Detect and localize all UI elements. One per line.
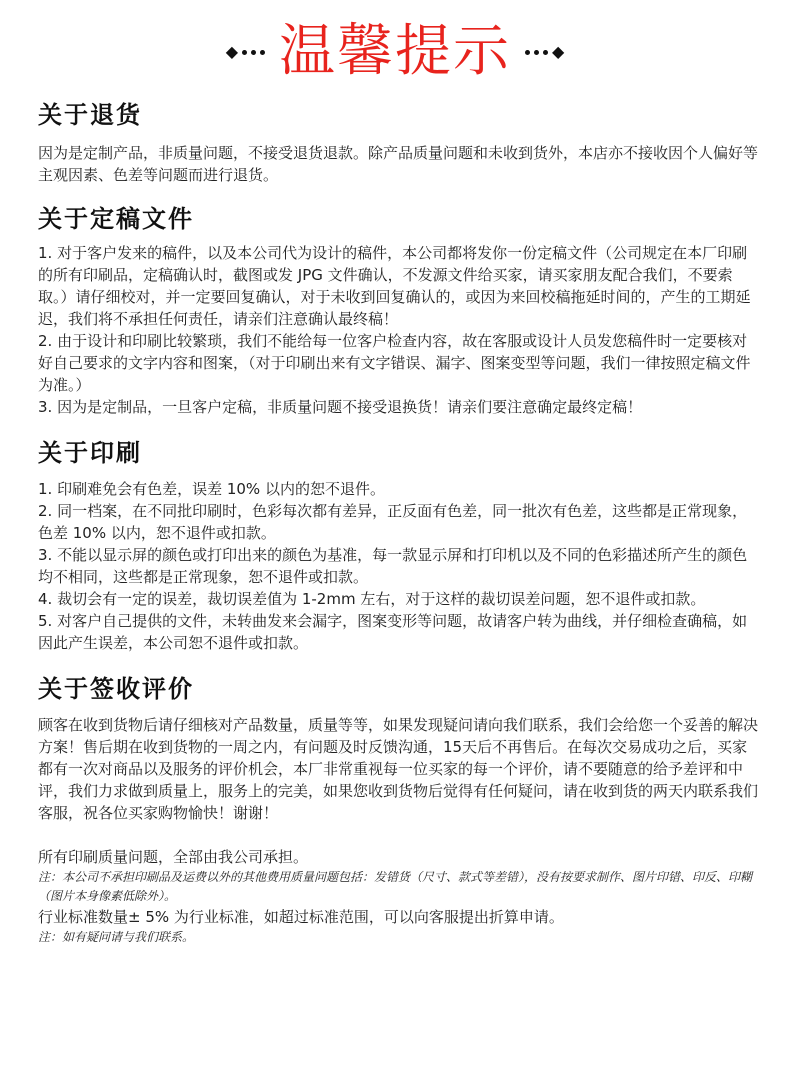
right-diamond-icon: ◆ — [552, 42, 565, 61]
section-final-draft — [38, 198, 758, 418]
section-heading: 关于签收评价 — [38, 675, 194, 703]
paragraph: 顾客在收到货物后请仔细核对产品数量，质量等等，如果发现疑问请向我们联系，我们会给您一个妥善的解决方案！售后期在收到货物的一周之内，有问题及时反馈沟通，15天后不再售后。在每次交易成功之后，买家都有一次对商品以及服务的评价机会，本厂非常重视每一位买家的每一个评价，请不要随意的给予差评和中评，我们力求做到质量上，服务上的完美，如果您收到货物后觉得有任何疑问，请在收到货的两天内联系我们客服，祝各位买家购物愉快！谢谢！ — [38, 716, 759, 822]
paragraph: 因为是定制产品，非质量问题，不接受退货退款。除产品质量问题和未收到货外，本店亦不接收因个人偏好等主观因素、色差等问题而进行退货。 — [38, 144, 759, 184]
left-ornament — [226, 44, 265, 60]
footer-statement: 所有印刷质量问题，全部由我公司承担。 — [38, 848, 309, 866]
footer-note: 注：如有疑问请与我们联系。 — [38, 930, 195, 944]
paragraph: 1. 对于客户发来的稿件，以及本公司代为设计的稿件，本公司都将发你一份定稿文件（公司规定在本厂印刷的所有印刷品，定稿确认时，截图或发 JPG 文件确认，不发源文件给买家，请买家朋友配合我们，不要索取。）请仔细校对，并一定要回复确认，对于未收到回复确认的，或因为来回校稿拖延时间的，产生的工期延迟，我们将不承担任何责任，请亲们注意确认最终稿！ — [38, 244, 751, 328]
paragraph: 3. 因为是定制品，一旦客户定稿，非质量问题不接受退换货！请亲们要注意确定最终定稿！ — [38, 398, 643, 416]
paragraph: 3. 不能以显示屏的颜色或打印出来的颜色为基准，每一款显示屏和打印机以及不同的色彩描述所产生的颜色均不相同，这些都是正常现象，恕不退件或扣款。 — [38, 546, 748, 586]
dot-icon — [242, 50, 247, 55]
dot-icon — [525, 50, 530, 55]
dot-icon — [251, 50, 256, 55]
dot-icon — [543, 50, 548, 55]
section-heading: 关于退货 — [38, 101, 142, 129]
footer-note: 注：本公司不承担印刷品及运费以外的其他费用质量问题包括：发错货（尺寸、款式等差错），没有按要求制作、图片印错、印反、印糊（图片本身像素低除外）。 — [38, 870, 753, 903]
footer-notes — [38, 846, 758, 947]
paragraph: 1. 印刷难免会有色差，误差 10% 以内的恕不退件。 — [38, 480, 385, 498]
dot-icon — [534, 50, 539, 55]
right-ornament — [525, 44, 564, 60]
page-title: 温馨提示 — [279, 19, 511, 84]
content-body — [38, 92, 758, 947]
paragraph: 4. 裁切会有一定的误差，裁切误差值为 1-2mm 左右，对于这样的裁切误差问题，恕不退件或扣款。 — [38, 590, 706, 608]
section-heading: 关于定稿文件 — [38, 205, 194, 233]
paragraph: 2. 同一档案，在不同批印刷时，色彩每次都有差异，正反面有色差，同一批次有色差，这些都是正常现象，色差 10% 以内，恕不退件或扣款。 — [38, 502, 748, 542]
left-diamond-icon: ◆ — [225, 42, 238, 61]
section-returns — [38, 94, 758, 186]
dot-icon — [260, 50, 265, 55]
section-printing — [38, 432, 758, 654]
page-header — [0, 12, 790, 92]
section-receipt-review — [38, 668, 758, 824]
paragraph: 2. 由于设计和印刷比较繁琐，我们不能给每一位客户检查内容，故在客服或设计人员发您稿件时一定要核对好自己要求的文字内容和图案，（对于印刷出来有文字错误、漏字、图案变型等问题，我们一律按照定稿文件为准。） — [38, 332, 751, 394]
paragraph: 5. 对客户自己提供的文件，未转曲发来会漏字，图案变形等问题，故请客户转为曲线，并仔细检查确稿，如因此产生误差，本公司恕不退件或扣款。 — [38, 612, 748, 652]
section-heading: 关于印刷 — [38, 439, 142, 467]
footer-statement: 行业标准数量± 5% 为行业标准，如超过标准范围，可以向客服提出折算申请。 — [38, 908, 564, 926]
